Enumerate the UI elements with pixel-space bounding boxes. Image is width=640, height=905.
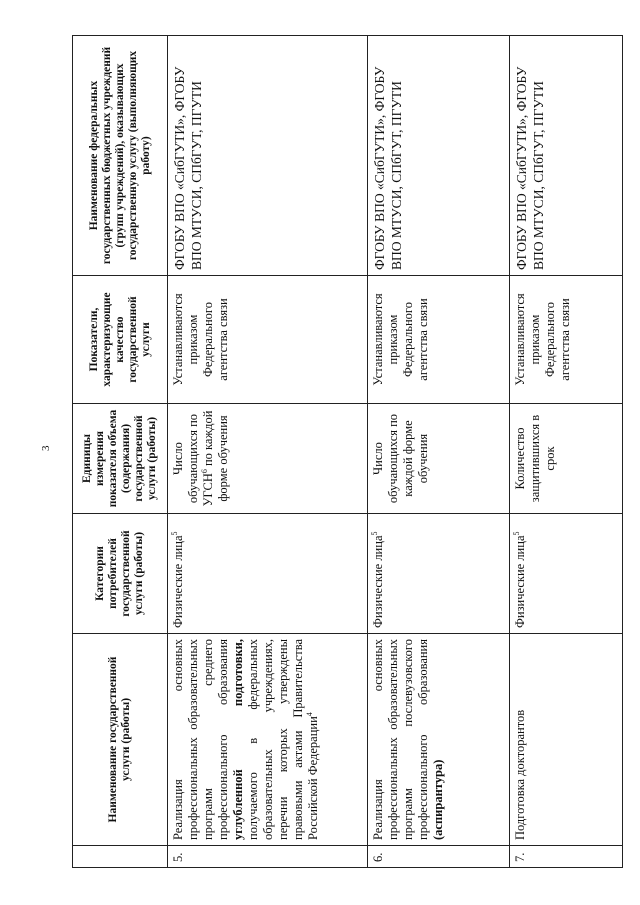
volume-unit: Количество защитившихся в срок [510,404,623,514]
footnote-mark: 5 [369,531,379,536]
consumer-category-text: Физические лица [371,535,385,628]
service-name [168,634,368,846]
services-table [72,35,623,868]
consumer-category-text: Физические лица [171,535,185,628]
volume-unit [168,404,368,514]
header-num [73,846,168,868]
row-number: 5. [168,846,368,868]
header-quality: Показатели, характеризующие качество государственной услуги [73,276,168,404]
service-name-text: Реализация основных профессиональных образовательных программ послевузовского профессионального образования [371,639,430,840]
volume-unit: Число обучающихся по каждой форме обучения [368,404,510,514]
quality-indicators: Устанавливаются приказом Федерального агентства связи [368,276,510,404]
service-name: Подготовка докторантов [510,634,623,846]
consumer-category-text: Физические лица [513,535,527,628]
institutions-list: ФГОБУ ВПО «СибГУТИ», ФГОБУ ВПО МТУСИ, СПбГУТ, ПГУТИ [368,36,510,276]
institutions-list: ФГОБУ ВПО «СибГУТИ», ФГОБУ ВПО МТУСИ, СПбГУТ, ПГУТИ [510,36,623,276]
header-unit: Единицы измерения показателя объема (содержания) государственной услуги (работы) [73,404,168,514]
header-name: Наименование государственной услуги (работы) [73,634,168,846]
row-number: 6. [368,846,510,868]
volume-unit-tail: по каждой форме обучения [201,410,230,502]
volume-unit-text: Число обучающихся по УГСН [171,413,215,507]
quality-indicators: Устанавливаются приказом Федерального агентства связи [510,276,623,404]
row-number: 7. [510,846,623,868]
footnote-mark: 5 [169,531,179,536]
table-header-row [73,36,168,868]
table-row [168,36,368,868]
footnote-mark: 4 [304,712,314,717]
rotated-table-container [72,36,622,868]
footnote-mark: 6 [199,469,209,474]
header-category: Категории потребителей государственной услуги (работы) [73,514,168,634]
footnote-mark: 5 [511,531,521,536]
table-row [368,36,510,868]
service-name [368,634,510,846]
table-row [510,36,623,868]
service-name-text: Реализация основных профессиональных образовательных программ среднего профессионального образования [171,639,230,840]
consumer-category [168,514,368,634]
service-name-text-2: получаемого в федеральных образовательных учреждениях, перечни которых утверждены правовыми актами Правительства Российской Федерации [246,639,320,840]
quality-indicators: Устанавливаются приказом Федерального агентства связи [168,276,368,404]
consumer-category [368,514,510,634]
service-name-bold: (аспирантура) [431,759,445,840]
service-name-bold: углубленной подготовки, [231,639,245,840]
consumer-category [510,514,623,634]
page-number: 3 [40,445,52,451]
header-institutions: Наименование федеральных государственных бюджетных учреждений (групп учреждений), оказывающих государственную услугу (выполняющих работу) [73,36,168,276]
institutions-list: ФГОБУ ВПО «СибГУТИ», ФГОБУ ВПО МТУСИ, СПбГУТ, ПГУТИ [168,36,368,276]
